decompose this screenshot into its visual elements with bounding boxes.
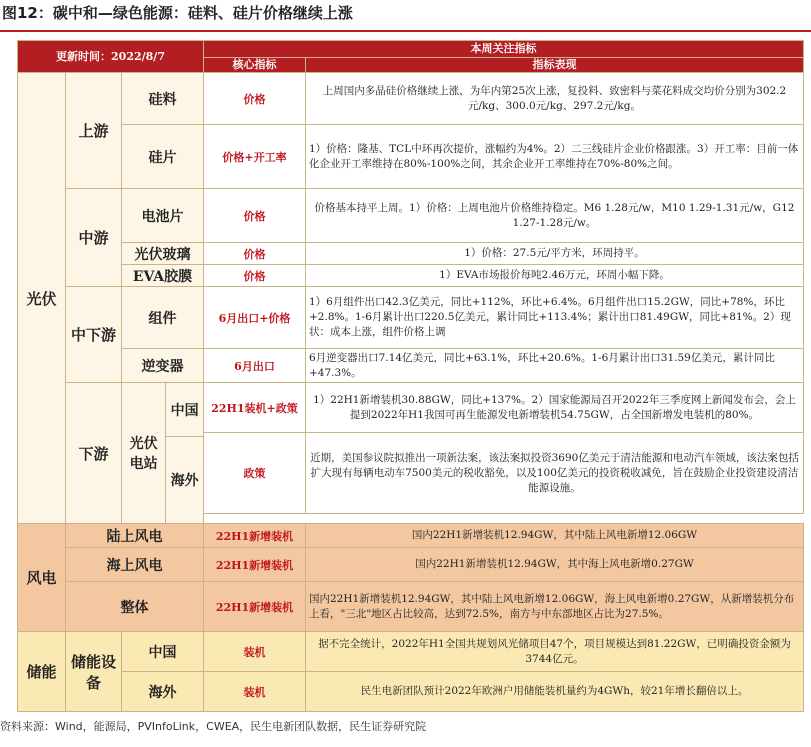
item-cell: 电池片 bbox=[122, 189, 204, 243]
item-inverter: 逆变器 bbox=[122, 349, 204, 383]
indicator-performance-header: 指标表现 bbox=[306, 58, 804, 73]
weekly-focus-header: 本周关注指标 bbox=[204, 41, 804, 58]
update-time-header: 更新时间：2022/8/7 bbox=[18, 41, 204, 73]
desc-silicon-material: 上周国内多晶硅价格继续上涨，为年内第25次上涨，复投料、致密料与菜花料成交均价分别为302.2元/kg、300.0元/kg、297.2元/kg。 bbox=[306, 73, 804, 125]
title-divider bbox=[0, 30, 811, 32]
category-storage-equipment: 储能设备 bbox=[66, 632, 122, 712]
item-eva-film: EVA胶膜 bbox=[122, 265, 204, 287]
desc-pv-overseas: 近期，美国参议院拟推出一项新法案，该法案拟投资3690亿美元于清洁能源和电动汽车领域，该法案包括扩大现有每辆电动车7500美元的税收豁免，以及100亿美元的投资税收减免，旨在鼓励企业投资建设清洁能源设施。 bbox=[306, 433, 804, 514]
indicator-module: 6月出口+价格 bbox=[204, 287, 306, 349]
indicator-silicon-wafer: 价格+开工率 bbox=[204, 125, 306, 189]
desc-storage-overseas: 民生电新团队预计2022年欧洲户用储能装机量约为4GWh，较21年增长翻倍以上。 bbox=[306, 672, 804, 712]
category-downstream bbox=[66, 383, 122, 524]
downstream-label: 下游 bbox=[78, 444, 109, 463]
indicator-wind-overall: 22H1新增装机 bbox=[204, 582, 306, 632]
desc-storage-china: 据不完全统计，2022年H1全国共规划风光储项目47个，项目规模达到81.22GW，已明确投资金额为3744亿元。 bbox=[306, 632, 804, 672]
desc-eva-film: 1）EVA市场报价每吨2.46万元，环周小幅下降。 bbox=[306, 265, 804, 287]
item-onshore-wind: 陆上风电 bbox=[66, 524, 204, 548]
section-wind: 风电 bbox=[18, 524, 66, 632]
item-wind-overall: 整体 bbox=[66, 582, 204, 632]
indicator-storage-china: 装机 bbox=[204, 632, 306, 672]
indicator-pv-china: 22H1装机+政策 bbox=[204, 383, 306, 433]
downstream-inner bbox=[69, 383, 118, 523]
indicator-offshore-wind: 22H1新增装机 bbox=[204, 548, 306, 582]
pv-station-block bbox=[122, 383, 204, 524]
desc-wind-overall: 国内22H1新增装机12.94GW，其中陆上风电新增12.06GW，海上风电新增0.27GW，从新增装机分布上看，"三北"地区占比较高，达到72.5%，南方与中东部地区占比为27.5%。 bbox=[306, 582, 804, 632]
category-midstream: 中游 bbox=[66, 189, 122, 287]
item-silicon-material: 硅料 bbox=[122, 73, 204, 125]
desc-offshore-wind: 国内22H1新增装机12.94GW，其中海上风电新增0.27GW bbox=[306, 548, 804, 582]
pv-station-inner bbox=[122, 383, 203, 523]
desc-cell: 价格基本持平上周。1）价格：上周电池片价格维持稳定。M6 1.28元/w，M10 1.29-1.31元/w，G12 1.27-1.28元/w。 bbox=[306, 189, 804, 243]
energy-indicator-grid bbox=[17, 40, 804, 712]
figure-title: 图12：碳中和—绿色能源：硅料、硅片价格继续上涨 bbox=[2, 4, 353, 22]
desc-pv-glass: 1）价格：27.5元/平方米，环周持平。 bbox=[306, 243, 804, 265]
category-mid-downstream: 中下游 bbox=[66, 287, 122, 383]
item-pv-station: 光伏电站 bbox=[122, 383, 166, 523]
item-pv-glass: 光伏玻璃 bbox=[122, 243, 204, 265]
item-module: 组件 bbox=[122, 287, 204, 349]
indicator-inverter: 6月出口 bbox=[204, 349, 306, 383]
desc-inverter: 6月逆变器出口7.14亿美元，同比+63.1%，环比+20.6%。1-6月累计出口31.59亿美元，累计同比+47.3%。 bbox=[306, 349, 804, 383]
category-upstream: 上游 bbox=[66, 73, 122, 189]
region-overseas: 海外 bbox=[170, 473, 199, 490]
desc-onshore-wind: 国内22H1新增装机12.94GW，其中陆上风电新增12.06GW bbox=[306, 524, 804, 548]
indicator-pv-glass: 价格 bbox=[204, 243, 306, 265]
indicator-onshore-wind: 22H1新增装机 bbox=[204, 524, 306, 548]
indicator-eva-film: 价格 bbox=[204, 265, 306, 287]
indicator-pv-overseas: 政策 bbox=[204, 433, 306, 514]
indicator-silicon-material: 价格 bbox=[204, 73, 306, 125]
region-storage-overseas: 海外 bbox=[122, 672, 204, 712]
core-indicator-header: 核心指标 bbox=[204, 58, 306, 73]
indicator-cell: 价格 bbox=[204, 189, 306, 243]
item-silicon-wafer: 硅片 bbox=[122, 125, 204, 189]
region-storage-china: 中国 bbox=[122, 632, 204, 672]
item-offshore-wind: 海上风电 bbox=[66, 548, 204, 582]
section-solar: 光伏 bbox=[18, 73, 66, 524]
source-note: 资料来源：Wind，能源局，PVInfoLink，CWEA，民生电新团队数据，民生证券研究院 bbox=[0, 720, 427, 733]
desc-silicon-wafer: 1）价格：隆基、TCL中环再次提价，涨幅约为4%。2）二三线硅片企业价格跟涨。3）开工率：目前一体化企业开工率维持在80%-100%之间，其余企业开工率维持在70%-80%之间。 bbox=[306, 125, 804, 189]
desc-pv-china: 1）22H1新增装机30.88GW，同比+137%。2）国家能源局召开2022年三季度网上新闻发布会，会上提到2022年H1我国可再生能源发电新增装机54.75GW，占全国新增发电装机的80%。 bbox=[306, 383, 804, 433]
region-china: 中国 bbox=[166, 383, 203, 437]
section-storage: 储能 bbox=[18, 632, 66, 712]
desc-module: 1）6月组件出口42.3亿美元，同比+112%，环比+6.4%。6月组件出口15.2GW，同比+78%，环比+2.8%。1-6月累计出口220.5亿美元，累计同比+113.4%；累计出口81.49GW，同比+81%。2）现状：成本上涨，组件价格上调 bbox=[306, 287, 804, 349]
indicator-storage-overseas: 装机 bbox=[204, 672, 306, 712]
